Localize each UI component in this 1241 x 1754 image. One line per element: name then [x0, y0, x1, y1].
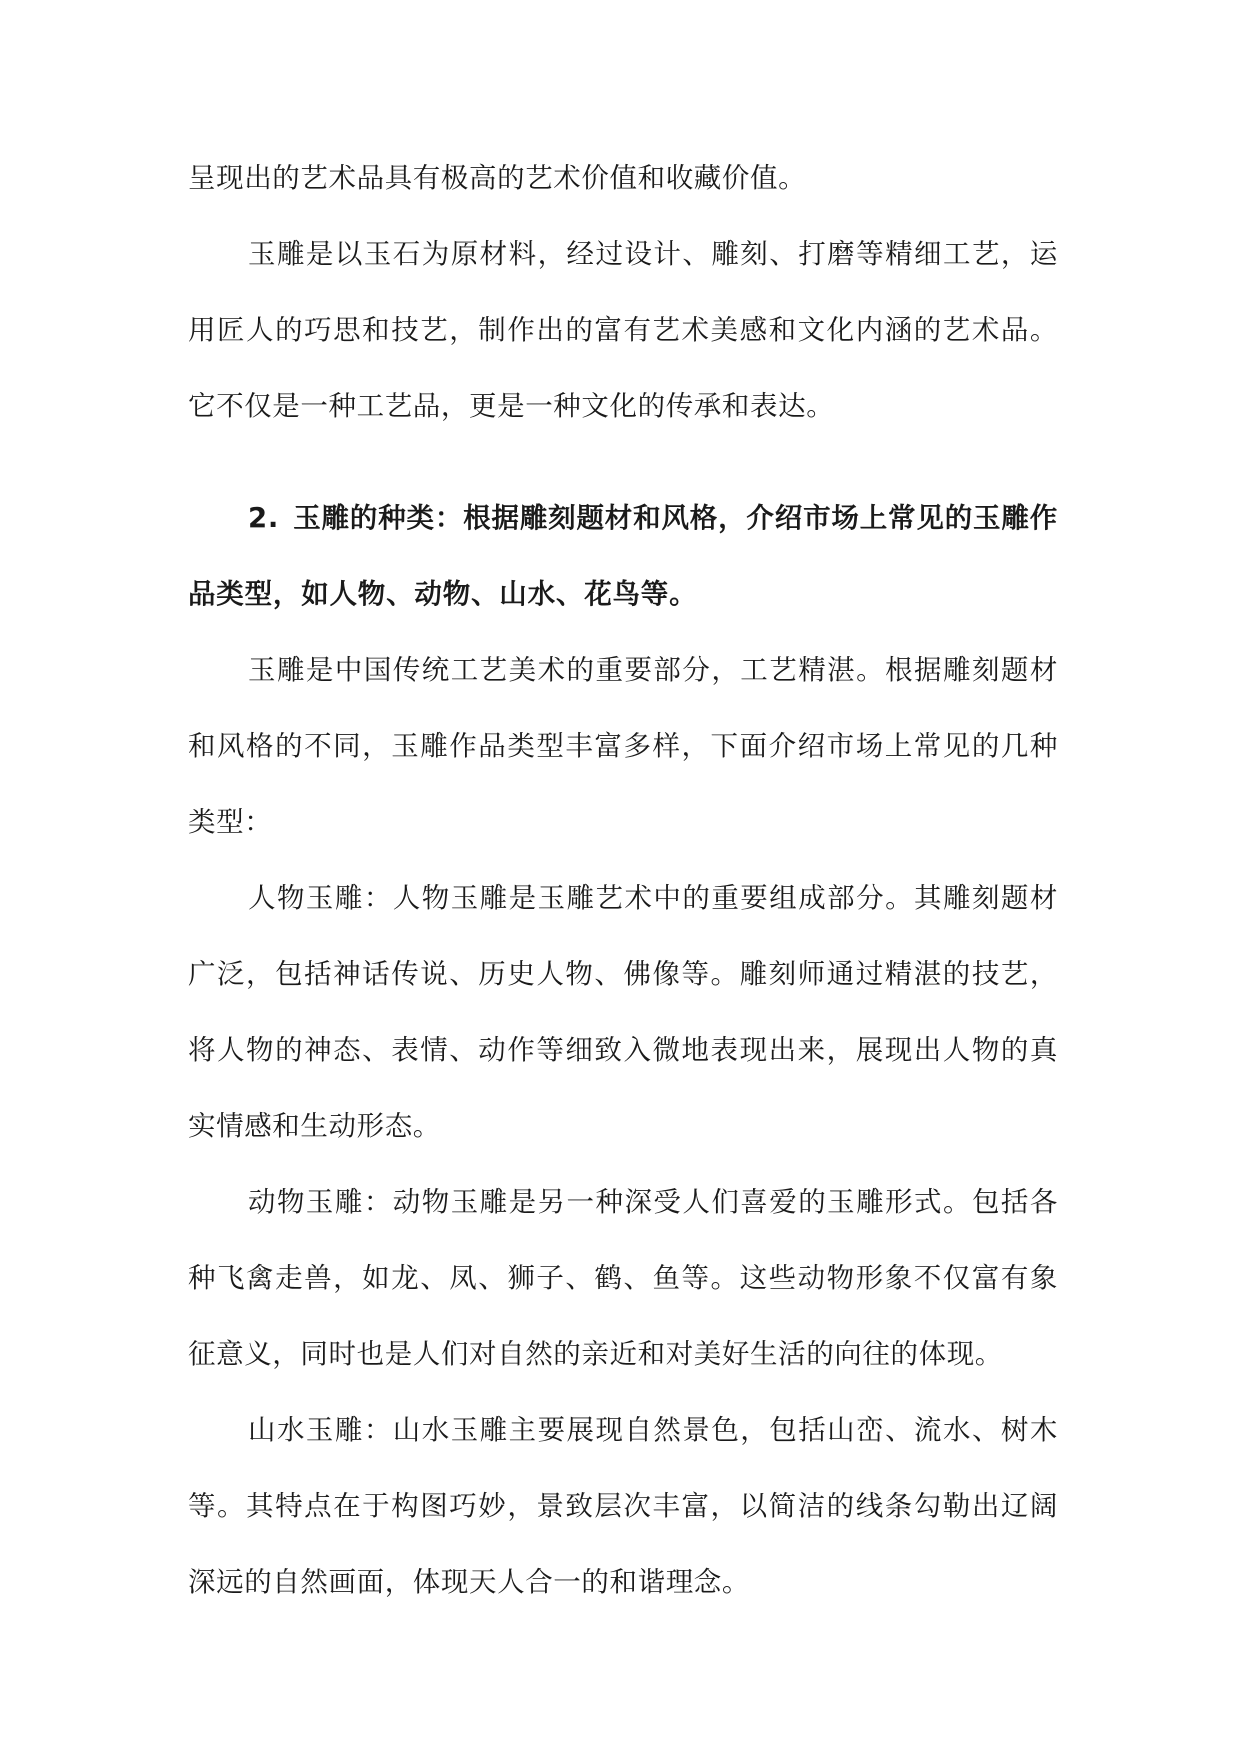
paragraph-figure-carving: 人物玉雕：人物玉雕是玉雕艺术中的重要组成部分。其雕刻题材广泛，包括神话传说、历史人物、佛像等。雕刻师通过精湛的技艺，将人物的神态、表情、动作等细致入微地表现出来，展现出人物的真实情感和生动形态。: [188, 882, 1058, 1142]
paragraph-landscape-carving: 山水玉雕：山水玉雕主要展现自然景色，包括山峦、流水、树木等。其特点在于构图巧妙，景致层次丰富，以简洁的线条勾勒出辽阔深远的自然画面，体现天人合一的和谐理念。: [188, 1414, 1058, 1598]
document-page: [188, 140, 1058, 1620]
paragraph-continuation: 呈现出的艺术品具有极高的艺术价值和收藏价值。: [188, 162, 807, 194]
section-heading: [188, 480, 1058, 632]
section-title: 玉雕的种类：根据雕刻题材和风格，介绍市场上常见的玉雕作品类型，如人物、动物、山水、花鸟等。: [188, 502, 1058, 610]
paragraph-animal-carving: 动物玉雕：动物玉雕是另一种深受人们喜爱的玉雕形式。包括各种飞禽走兽，如龙、凤、狮子、鹤、鱼等。这些动物形象不仅富有象征意义，同时也是人们对自然的亲近和对美好生活的向往的体现。: [188, 1186, 1058, 1370]
paragraph-intro: 玉雕是中国传统工艺美术的重要部分，工艺精湛。根据雕刻题材和风格的不同，玉雕作品类型丰富多样，下面介绍市场上常见的几种类型：: [188, 654, 1058, 838]
section-number: 2.: [248, 502, 280, 534]
paragraph-jade-definition: 玉雕是以玉石为原材料，经过设计、雕刻、打磨等精细工艺，运用匠人的巧思和技艺，制作出的富有艺术美感和文化内涵的艺术品。它不仅是一种工艺品，更是一种文化的传承和表达。: [188, 238, 1058, 422]
